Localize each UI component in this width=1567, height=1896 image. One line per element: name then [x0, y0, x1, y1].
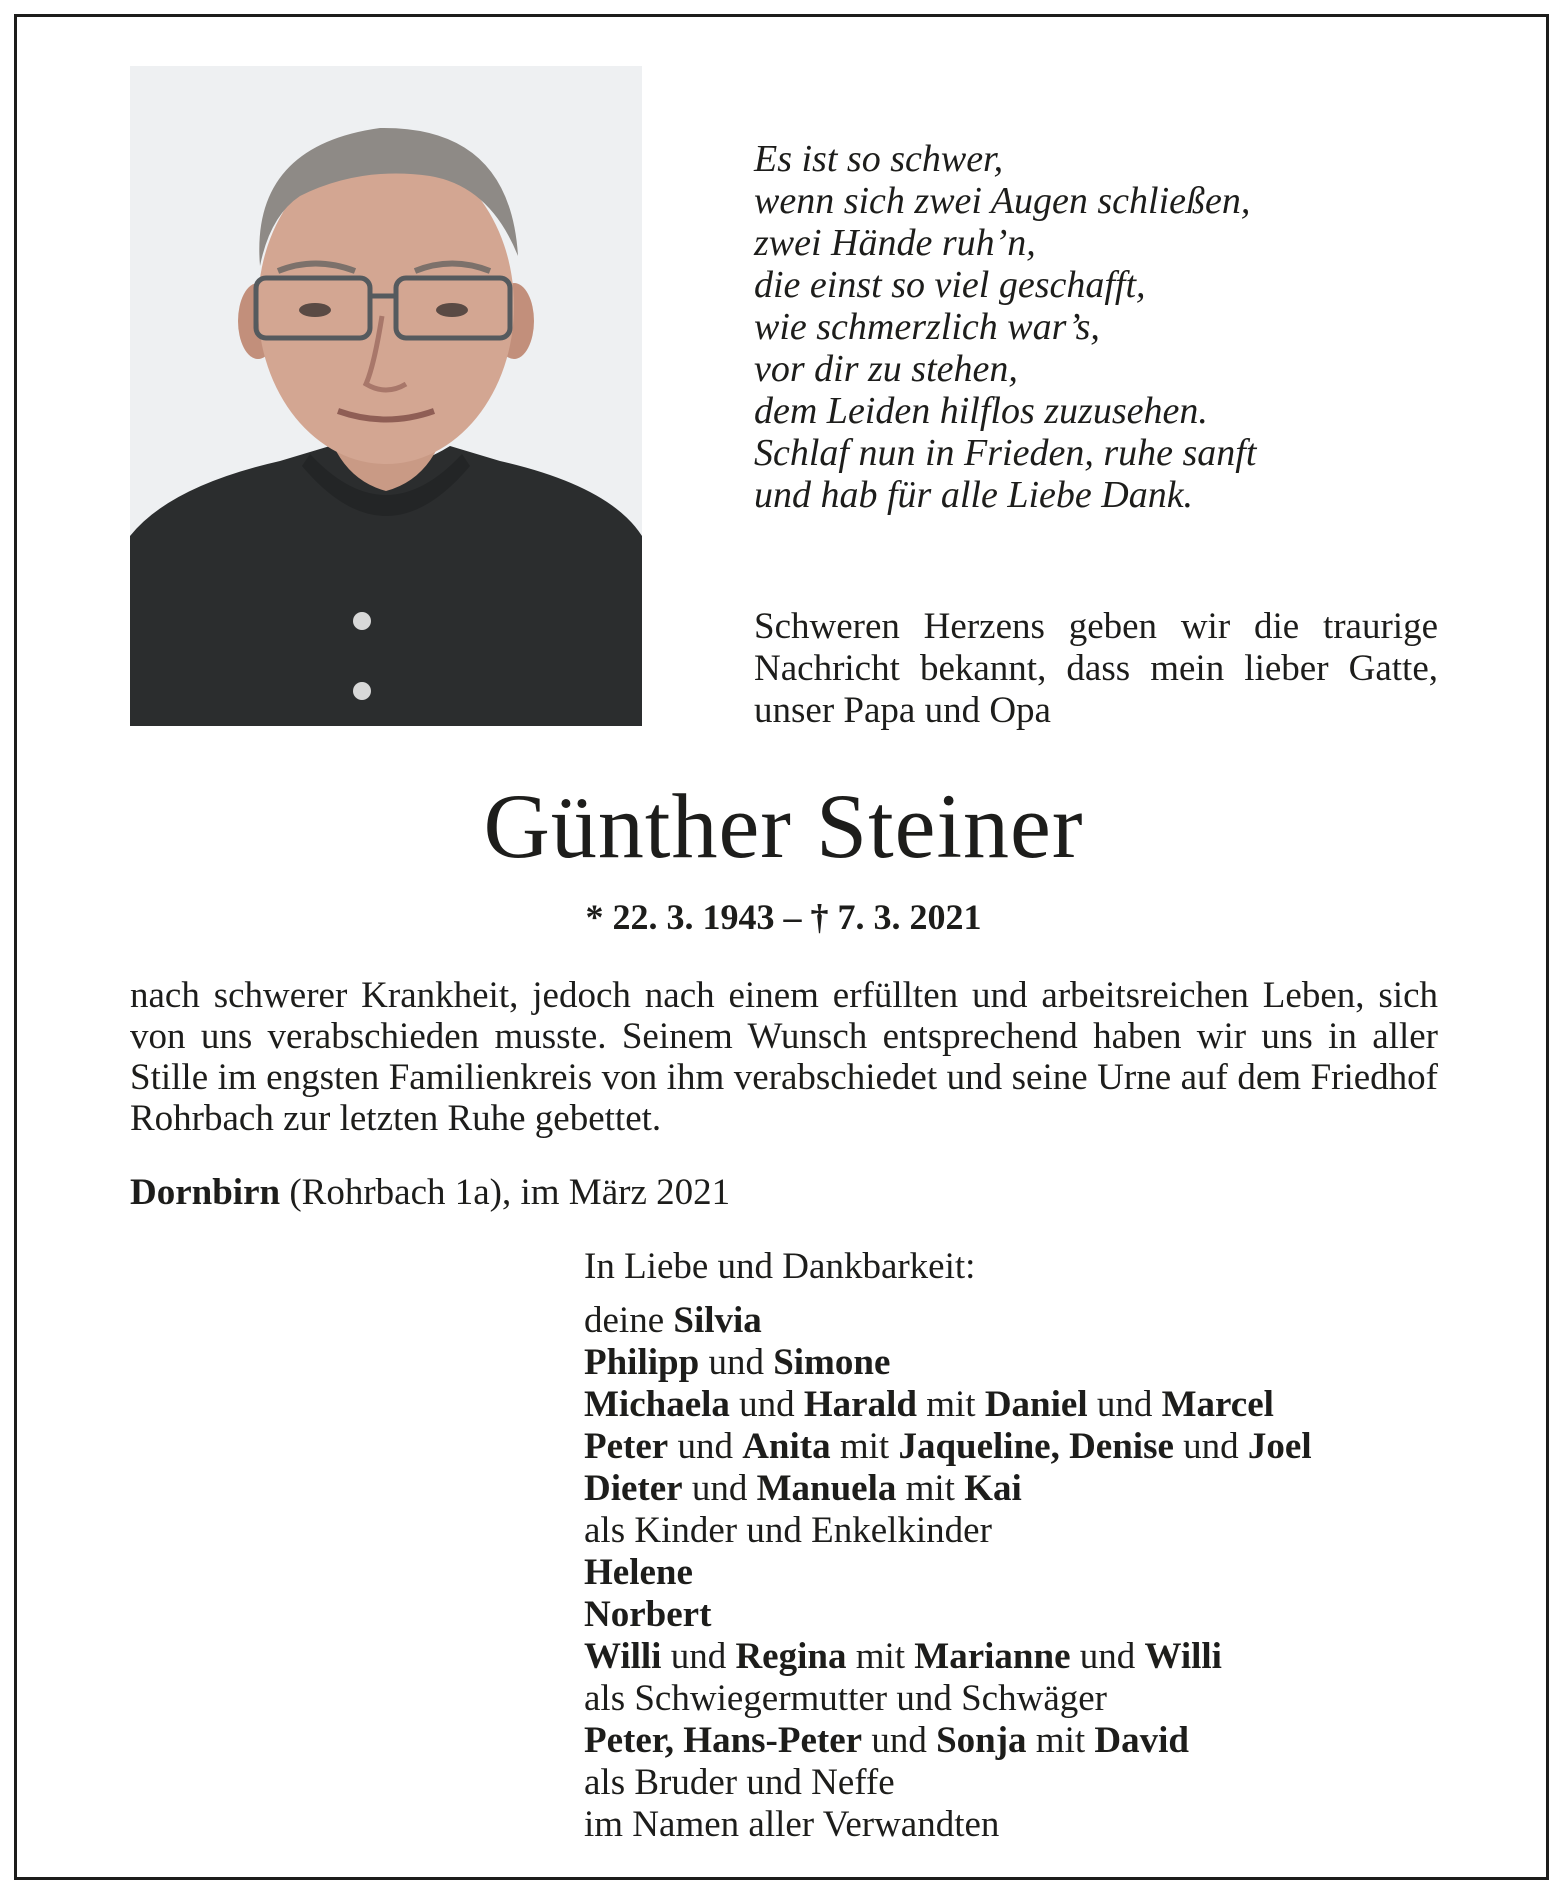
- mourner-line: [584, 1510, 1484, 1552]
- mourner-connector: und: [699, 1342, 774, 1383]
- mourner-line: [584, 1426, 1484, 1468]
- mourner-name: Helene: [584, 1552, 693, 1593]
- memorial-poem: [754, 138, 1454, 516]
- mourner-line: [584, 1762, 1484, 1804]
- mourner-line: [584, 1342, 1484, 1384]
- mourner-connector: mit: [1026, 1720, 1095, 1761]
- mourner-name: Silvia: [673, 1300, 762, 1341]
- mourners-list: [584, 1300, 1484, 1846]
- mourner-name: Joel: [1247, 1426, 1312, 1467]
- mourner-name: Kai: [964, 1468, 1022, 1509]
- mourner-connector: mit: [830, 1426, 899, 1467]
- mourner-line: [584, 1384, 1484, 1426]
- poem-line: zwei Hände ruh’n,: [754, 222, 1036, 264]
- signoff-line: In Liebe und Dankbarkeit:: [584, 1246, 976, 1287]
- mourner-connector: und: [661, 1636, 736, 1677]
- mourner-name: Simone: [773, 1342, 891, 1383]
- mourner-connector: und: [729, 1384, 804, 1425]
- place-details: (Rohrbach 1a), im März 2021: [280, 1172, 731, 1213]
- mourner-connector: und: [668, 1426, 743, 1467]
- poem-line: wenn sich zwei Augen schließen,: [754, 180, 1251, 222]
- place-and-date: [130, 1172, 1030, 1214]
- mourner-line: [584, 1804, 1484, 1846]
- mourner-connector: im Namen aller Verwandten: [584, 1804, 1000, 1845]
- mourner-name: Philipp: [584, 1342, 700, 1383]
- announcement-intro: Schweren Herzens geben wir die traurige Nachricht bekannt, dass mein lieber Gatte, unser Papa und Opa: [754, 606, 1438, 731]
- mourner-connector: mit: [846, 1636, 915, 1677]
- mourner-connector: deine: [584, 1300, 674, 1341]
- mourner-name: Anita: [742, 1426, 831, 1467]
- mourner-name: Willi: [584, 1636, 662, 1677]
- portrait-photo: [130, 66, 642, 726]
- poem-line: die einst so viel geschafft,: [754, 264, 1146, 306]
- place-city: Dornbirn: [130, 1172, 281, 1213]
- mourner-connector: und: [862, 1720, 937, 1761]
- mourner-name: Marianne: [914, 1636, 1071, 1677]
- mourner-name: Regina: [735, 1636, 847, 1677]
- deceased-name: Günther Steiner: [483, 775, 1084, 877]
- mourner-connector: und: [1087, 1384, 1162, 1425]
- poem-line: dem Leiden hilflos zuzusehen.: [754, 390, 1208, 432]
- mourner-connector: mit: [896, 1468, 965, 1509]
- mourner-line: [584, 1636, 1484, 1678]
- poem-line: Schlaf nun in Frieden, ruhe sanft: [754, 432, 1257, 474]
- poem-line: und hab für alle Liebe Dank.: [754, 474, 1194, 516]
- mourner-name: Dieter: [584, 1468, 683, 1509]
- mourner-connector: und: [682, 1468, 757, 1509]
- mourner-name: Sonja: [936, 1720, 1027, 1761]
- mourner-name: Peter: [584, 1426, 669, 1467]
- mourner-name: Peter, Hans-Peter: [584, 1720, 863, 1761]
- mourner-line: [584, 1468, 1484, 1510]
- mourner-name: Marcel: [1161, 1384, 1274, 1425]
- mourner-line: [584, 1300, 1484, 1342]
- mourner-name: Norbert: [584, 1594, 712, 1635]
- mourner-connector: als Schwiegermutter und Schwäger: [584, 1678, 1107, 1719]
- mourner-name: Daniel: [984, 1384, 1088, 1425]
- mourner-connector: mit: [916, 1384, 985, 1425]
- mourner-name: Manuela: [756, 1468, 897, 1509]
- mourner-connector: als Kinder und Enkelkinder: [584, 1510, 992, 1551]
- mourner-name: Jaqueline, Denise: [898, 1426, 1174, 1467]
- life-dates: * 22. 3. 1943 – † 7. 3. 2021: [585, 897, 982, 937]
- mourner-connector: als Bruder und Neffe: [584, 1762, 895, 1803]
- mourner-line: [584, 1552, 1484, 1594]
- poem-line: vor dir zu stehen,: [754, 348, 1018, 390]
- mourner-name: Willi: [1144, 1636, 1222, 1677]
- mourner-name: Michaela: [584, 1384, 730, 1425]
- mourner-connector: und: [1173, 1426, 1248, 1467]
- mourner-line: [584, 1678, 1484, 1720]
- mourner-connector: und: [1070, 1636, 1145, 1677]
- mourner-line: [584, 1720, 1484, 1762]
- poem-line: wie schmerzlich war’s,: [754, 306, 1100, 348]
- poem-line: Es ist so schwer,: [754, 138, 1004, 180]
- mourner-line: [584, 1594, 1484, 1636]
- mourner-name: David: [1094, 1720, 1189, 1761]
- mourner-name: Harald: [803, 1384, 917, 1425]
- announcement-body: nach schwerer Krankheit, jedoch nach einem erfüllten und arbeitsreichen Leben, sich von uns verabschieden musste. Seinem Wunsch entsprechend haben wir uns in aller Stille im engsten Familienkreis von ihm verabschiedet und seine Urne auf dem Friedhof Rohrbach zur letzten Ruhe gebettet.: [130, 975, 1438, 1139]
